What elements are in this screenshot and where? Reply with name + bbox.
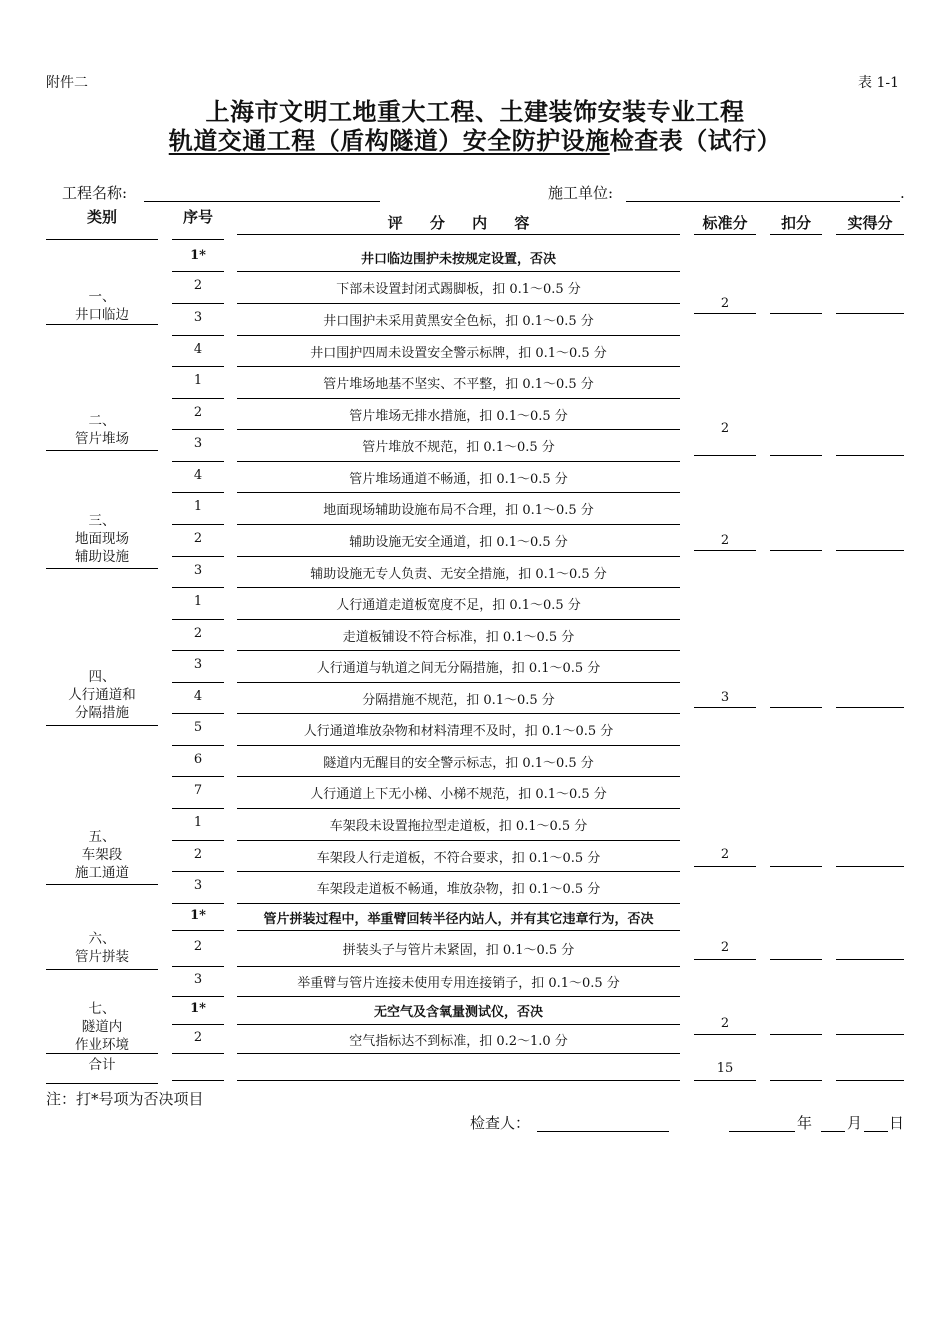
total-standard-rule bbox=[694, 1080, 756, 1081]
category-name-line2: 分隔措施 bbox=[75, 705, 129, 721]
total-rule-seq bbox=[172, 1080, 224, 1081]
row-rule-seq bbox=[172, 461, 224, 462]
row-seq: 4 bbox=[193, 688, 203, 704]
category-name: 管片堆场 bbox=[75, 431, 129, 447]
row-rule-content bbox=[237, 335, 680, 336]
row-item-text: 车架段走道板不畅通，堆放杂物，扣 0.1～0.5 分 bbox=[316, 882, 601, 897]
row-seq: 3 bbox=[193, 562, 203, 578]
category-label bbox=[46, 412, 158, 448]
col-deduct: 扣分 bbox=[780, 214, 811, 232]
row-item-text: 下部未设置封闭式踢脚板，扣 0.1～0.5 分 bbox=[336, 282, 581, 297]
project-name-field[interactable] bbox=[144, 201, 380, 202]
day-label: 日 bbox=[889, 1114, 905, 1132]
row-seq: 2 bbox=[193, 625, 203, 641]
row-seq: 5 bbox=[193, 720, 203, 735]
row-item-text: 管片堆场无排水措施，扣 0.1～0.5 分 bbox=[349, 408, 568, 424]
col-content: 评 分 内 容 bbox=[387, 214, 530, 232]
row-item-text: 辅助设施无专人负责、无安全措施，扣 0.1～0.5 分 bbox=[310, 566, 607, 582]
footnote: 注：打*号项为否决项目 bbox=[46, 1090, 204, 1108]
row-rule-content bbox=[237, 1024, 680, 1025]
row-seq: 7 bbox=[193, 783, 203, 798]
category-name: 车架段 bbox=[81, 847, 123, 863]
inspector-field[interactable] bbox=[537, 1131, 669, 1132]
row-rule-seq bbox=[172, 930, 224, 931]
row-rule-content bbox=[237, 966, 680, 967]
deduct-field[interactable] bbox=[770, 959, 822, 960]
standard-score: 2 bbox=[720, 533, 730, 548]
row-rule-content bbox=[237, 303, 680, 304]
standard-rule bbox=[694, 707, 756, 708]
row-rule-seq bbox=[172, 808, 224, 809]
year-field[interactable] bbox=[729, 1131, 795, 1132]
row-rule-content bbox=[237, 271, 680, 272]
row-rule-seq bbox=[172, 682, 224, 683]
row-rule-content bbox=[237, 398, 680, 399]
actual-score-field[interactable] bbox=[836, 313, 904, 314]
row-seq: 3 bbox=[193, 878, 203, 893]
category-number: 六、 bbox=[88, 931, 116, 947]
deduct-field[interactable] bbox=[770, 455, 822, 456]
row-seq: 1 bbox=[193, 594, 203, 609]
deduct-field[interactable] bbox=[770, 1034, 822, 1035]
row-rule-seq bbox=[172, 1053, 224, 1054]
category-label bbox=[46, 668, 158, 722]
row-rule-content bbox=[237, 713, 680, 714]
row-rule-seq bbox=[172, 650, 224, 651]
row-item-text: 人行通道堆放杂物和材料清理不及时，扣 0.1～0.5 分 bbox=[303, 724, 614, 739]
row-rule-content bbox=[237, 650, 680, 651]
actual-score-field[interactable] bbox=[836, 550, 904, 551]
header-rule-standard bbox=[694, 234, 756, 235]
total-rule-content bbox=[237, 1080, 680, 1081]
row-rule-content bbox=[237, 587, 680, 588]
standard-rule bbox=[694, 959, 756, 960]
page-title-line2 bbox=[0, 121, 950, 156]
row-rule-content bbox=[237, 556, 680, 557]
title-rest-part: 检查表（试行） bbox=[609, 126, 782, 155]
deduct-field[interactable] bbox=[770, 866, 822, 867]
deduct-field[interactable] bbox=[770, 550, 822, 551]
table-number: 表 1-1 bbox=[858, 75, 899, 91]
row-item-text: 车架段未设置拖拉型走道板，扣 0.1～0.5 分 bbox=[329, 819, 588, 834]
standard-score: 2 bbox=[720, 1016, 730, 1031]
category-rule bbox=[46, 725, 158, 726]
total-rule-category bbox=[46, 1083, 158, 1084]
actual-score-field[interactable] bbox=[836, 959, 904, 960]
row-item-text: 井口围护四周未设置安全警示标牌，扣 0.1～0.5 分 bbox=[310, 345, 607, 361]
standard-score: 2 bbox=[720, 940, 730, 955]
row-seq: 1 bbox=[193, 815, 203, 830]
row-item-text: 人行通道与轨道之间无分隔措施，扣 0.1～0.5 分 bbox=[316, 661, 601, 676]
row-item-text: 井口临边围护未按规定设置，否决 bbox=[360, 252, 556, 267]
header-rule-seq bbox=[172, 239, 224, 240]
row-item-text: 举重臂与管片连接未使用专用连接销子，扣 0.1～0.5 分 bbox=[297, 976, 620, 991]
row-rule-content bbox=[237, 930, 680, 931]
row-rule-content bbox=[237, 619, 680, 620]
header-rule-actual bbox=[836, 234, 904, 235]
header-rule-content bbox=[237, 234, 680, 235]
row-rule-content bbox=[237, 429, 680, 430]
row-item-text: 管片堆场地基不坚实、不平整，扣 0.1～0.5 分 bbox=[323, 377, 594, 392]
category-name-line2: 作业环境 bbox=[75, 1037, 129, 1053]
attachment-label: 附件二 bbox=[46, 75, 88, 91]
row-rule-seq bbox=[172, 303, 224, 304]
row-rule-seq bbox=[172, 556, 224, 557]
category-number: 七、 bbox=[88, 1001, 116, 1017]
unit-tail-dot: . bbox=[900, 184, 905, 202]
row-seq: 3 bbox=[193, 436, 203, 451]
title-underlined-part: 轨道交通工程（盾构隧道）安全防护设施 bbox=[168, 126, 610, 155]
row-rule-seq bbox=[172, 840, 224, 841]
row-item-text: 管片堆放不规范，扣 0.1～0.5 分 bbox=[362, 440, 555, 455]
row-item-text: 分隔措施不规范，扣 0.1～0.5 分 bbox=[362, 692, 555, 708]
row-item-text: 空气指标达不到标准，扣 0.2～1.0 分 bbox=[349, 1033, 568, 1049]
category-rule bbox=[46, 1053, 158, 1054]
category-rule bbox=[46, 450, 158, 451]
category-label bbox=[46, 930, 158, 966]
col-standard: 标准分 bbox=[702, 214, 748, 232]
actual-score-field[interactable] bbox=[836, 866, 904, 867]
row-seq: 1 bbox=[193, 499, 203, 514]
standard-rule bbox=[694, 313, 756, 314]
construction-unit-label: 施工单位: bbox=[548, 184, 614, 202]
row-seq: 2 bbox=[193, 531, 203, 546]
row-rule-content bbox=[237, 840, 680, 841]
row-seq: 3 bbox=[193, 310, 203, 325]
row-rule-content bbox=[237, 1053, 680, 1054]
standard-rule bbox=[694, 866, 756, 867]
category-rule bbox=[46, 324, 158, 325]
row-rule-content bbox=[237, 524, 680, 525]
page-title-line1: 上海市文明工地重大工程、土建装饰安装专业工程 bbox=[205, 97, 745, 126]
row-rule-seq bbox=[172, 713, 224, 714]
row-seq: 4 bbox=[193, 467, 203, 483]
row-seq: 1* bbox=[190, 907, 206, 923]
category-name-line2: 辅助设施 bbox=[75, 549, 129, 565]
row-rule-seq bbox=[172, 271, 224, 272]
category-number: 四、 bbox=[88, 669, 116, 685]
year-label: 年 bbox=[797, 1114, 813, 1132]
row-seq: 2 bbox=[193, 939, 203, 954]
header-rule-deduct bbox=[770, 234, 822, 235]
total-label: 合计 bbox=[88, 1057, 116, 1073]
row-seq: 2 bbox=[193, 1029, 203, 1045]
row-rule-seq bbox=[172, 366, 224, 367]
category-number: 二、 bbox=[88, 413, 116, 429]
col-seq: 序号 bbox=[182, 208, 213, 226]
row-seq: 2 bbox=[193, 404, 203, 420]
row-rule-content bbox=[237, 461, 680, 462]
row-rule-seq bbox=[172, 429, 224, 430]
category-rule bbox=[46, 884, 158, 885]
row-item-text: 无空气及含氧量测试仪，否决 bbox=[373, 1005, 543, 1020]
construction-unit-field[interactable] bbox=[626, 201, 900, 202]
row-item-text: 管片堆场通道不畅通，扣 0.1～0.5 分 bbox=[349, 471, 568, 487]
row-seq: 4 bbox=[193, 341, 203, 357]
row-rule-seq bbox=[172, 524, 224, 525]
standard-rule bbox=[694, 550, 756, 551]
row-rule-seq bbox=[172, 398, 224, 399]
standard-rule bbox=[694, 455, 756, 456]
standard-score: 2 bbox=[720, 847, 730, 862]
row-rule-seq bbox=[172, 996, 224, 997]
row-item-text: 拼装头子与管片未紧固，扣 0.1～0.5 分 bbox=[342, 943, 575, 958]
row-item-text: 管片拼装过程中，举重臂回转半径内站人，并有其它违章行为，否决 bbox=[263, 911, 654, 927]
category-name: 人行通道和 bbox=[68, 687, 136, 703]
day-field[interactable] bbox=[864, 1131, 888, 1132]
standard-score: 3 bbox=[720, 690, 730, 705]
row-rule-seq bbox=[172, 1024, 224, 1025]
category-label bbox=[46, 512, 158, 566]
row-rule-seq bbox=[172, 619, 224, 620]
row-rule-content bbox=[237, 682, 680, 683]
category-number: 三、 bbox=[88, 513, 116, 529]
row-item-text: 人行通道上下无小梯、小梯不规范，扣 0.1～0.5 分 bbox=[310, 787, 607, 802]
category-label bbox=[46, 1000, 158, 1054]
row-seq: 6 bbox=[193, 751, 203, 767]
row-rule-seq bbox=[172, 966, 224, 967]
row-seq: 2 bbox=[193, 846, 203, 862]
row-rule-seq bbox=[172, 745, 224, 746]
actual-score-field[interactable] bbox=[836, 707, 904, 708]
category-name: 井口临边 bbox=[75, 307, 129, 323]
row-item-text: 井口围护未采用黄黑安全色标，扣 0.1～0.5 分 bbox=[323, 314, 594, 329]
total-standard-score: 15 bbox=[716, 1061, 734, 1076]
row-seq: 3 bbox=[193, 972, 203, 987]
row-rule-content bbox=[237, 366, 680, 367]
deduct-field[interactable] bbox=[770, 313, 822, 314]
row-rule-content bbox=[237, 808, 680, 809]
category-name-line2: 施工通道 bbox=[75, 865, 129, 881]
row-seq: 1* bbox=[190, 1001, 206, 1016]
category-rule bbox=[46, 568, 158, 569]
standard-score: 2 bbox=[720, 421, 730, 436]
row-seq: 2 bbox=[193, 278, 203, 293]
category-name: 隧道内 bbox=[81, 1019, 123, 1035]
header-rule-category bbox=[46, 239, 158, 240]
category-label bbox=[46, 288, 158, 324]
row-item-text: 隧道内无醒目的安全警示标志，扣 0.1～0.5 分 bbox=[323, 755, 594, 771]
standard-rule bbox=[694, 1034, 756, 1035]
row-item-text: 辅助设施无安全通道，扣 0.1～0.5 分 bbox=[349, 535, 568, 550]
inspector-label: 检查人： bbox=[470, 1114, 531, 1132]
row-rule-seq bbox=[172, 587, 224, 588]
total-deduct-field[interactable] bbox=[770, 1080, 822, 1081]
row-rule-content bbox=[237, 996, 680, 997]
row-rule-seq bbox=[172, 903, 224, 904]
standard-score: 2 bbox=[720, 296, 730, 311]
row-rule-seq bbox=[172, 492, 224, 493]
project-name-label: 工程名称: bbox=[62, 184, 128, 202]
row-rule-content bbox=[237, 903, 680, 904]
row-item-text: 地面现场辅助设施布局不合理，扣 0.1～0.5 分 bbox=[323, 503, 594, 518]
actual-score-field[interactable] bbox=[836, 1034, 904, 1035]
category-rule bbox=[46, 969, 158, 970]
deduct-field[interactable] bbox=[770, 707, 822, 708]
row-seq: 1* bbox=[190, 248, 206, 263]
month-label: 月 bbox=[847, 1114, 863, 1132]
row-rule-content bbox=[237, 745, 680, 746]
category-name: 地面现场 bbox=[75, 531, 129, 547]
col-actual: 实得分 bbox=[847, 214, 893, 232]
total-actual-field[interactable] bbox=[836, 1080, 904, 1081]
row-rule-content bbox=[237, 492, 680, 493]
row-rule-content bbox=[237, 776, 680, 777]
month-field[interactable] bbox=[821, 1131, 845, 1132]
row-seq: 1 bbox=[193, 373, 203, 388]
actual-score-field[interactable] bbox=[836, 455, 904, 456]
category-name: 管片拼装 bbox=[75, 949, 129, 965]
col-category: 类别 bbox=[86, 208, 117, 226]
category-number: 一、 bbox=[88, 289, 116, 305]
row-item-text: 车架段人行走道板，不符合要求，扣 0.1～0.5 分 bbox=[316, 850, 601, 866]
row-item-text: 人行通道走道板宽度不足，扣 0.1～0.5 分 bbox=[336, 598, 581, 613]
row-seq: 3 bbox=[193, 657, 203, 672]
row-rule-seq bbox=[172, 335, 224, 336]
category-number: 五、 bbox=[88, 829, 116, 845]
row-rule-seq bbox=[172, 776, 224, 777]
category-label bbox=[46, 828, 158, 882]
row-rule-content bbox=[237, 871, 680, 872]
row-rule-seq bbox=[172, 871, 224, 872]
row-item-text: 走道板铺设不符合标准，扣 0.1～0.5 分 bbox=[342, 629, 575, 645]
